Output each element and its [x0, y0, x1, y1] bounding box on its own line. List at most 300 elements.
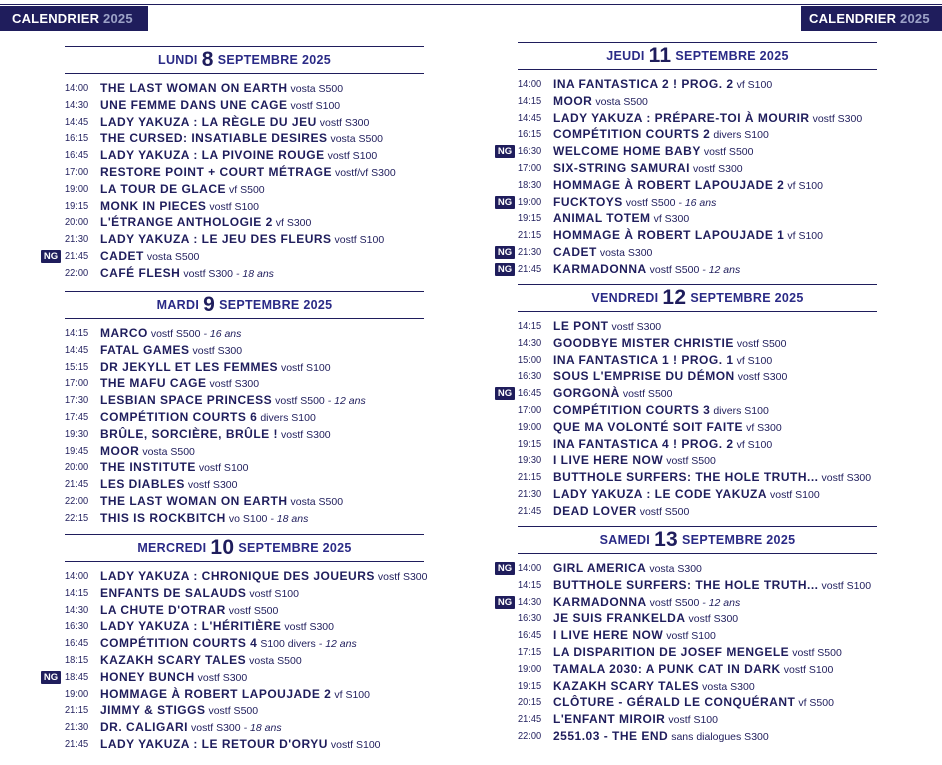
screening-film	[553, 469, 871, 487]
film-title[interactable]: UNE FEMME DANS UNE CAGE	[100, 97, 288, 112]
weekday: JEUDI	[606, 49, 645, 63]
film-info: vosta S500	[290, 83, 344, 95]
screening-film	[553, 143, 753, 161]
film-title[interactable]: CLÔTURE - GÉRALD LE CONQUÉRANT	[553, 695, 796, 710]
screening-film	[553, 177, 823, 195]
film-info: vostf S300	[192, 344, 243, 357]
screening-time: 14:15	[65, 327, 89, 339]
day-block	[497, 284, 877, 520]
film-info: vostf/vf S300	[334, 166, 396, 179]
film-title[interactable]: FUCKTOYS	[553, 194, 623, 209]
screening-row[interactable]	[518, 126, 877, 143]
screening-row[interactable]	[65, 375, 424, 392]
weekday: LUNDI	[158, 53, 198, 67]
film-title[interactable]: COMPÉTITION COURTS 3	[553, 402, 711, 417]
film-info: vosta S500	[142, 445, 195, 458]
screening-row[interactable]	[497, 194, 877, 211]
screening-time: 20:00	[65, 461, 89, 474]
day-number: 13	[654, 528, 679, 551]
film-info: vostf S100	[334, 234, 385, 247]
screening-film	[553, 503, 689, 521]
screening-row[interactable]	[65, 510, 424, 527]
screening-time: 21:30	[518, 245, 542, 258]
film-title[interactable]: THIS IS ROCKBITCH	[100, 510, 226, 525]
screening-time: 19:00	[518, 662, 542, 675]
film-title[interactable]: I LIVE HERE NOW	[553, 453, 664, 468]
film-info: vostf S300	[281, 428, 331, 441]
screening-row[interactable]	[518, 368, 877, 385]
calendar-tab-left	[0, 6, 148, 31]
screening-row[interactable]	[518, 210, 877, 227]
screening-film	[100, 265, 274, 283]
film-title[interactable]: MOOR	[553, 93, 593, 108]
screening-list	[43, 562, 428, 753]
film-info: vostf S500	[639, 505, 690, 518]
screening-row[interactable]	[65, 443, 424, 460]
screening-film	[100, 585, 299, 603]
screening-row[interactable]	[518, 577, 877, 594]
film-title[interactable]: LES DIABLES	[100, 477, 185, 492]
screening-row[interactable]	[65, 147, 424, 164]
screening-time: 17:30	[65, 394, 89, 407]
film-info: vostf S300	[191, 722, 241, 735]
film-title[interactable]: THE INSTITUTE	[100, 460, 196, 475]
screening-row[interactable]	[65, 214, 424, 231]
film-title[interactable]: FATAL GAMES	[100, 342, 190, 357]
film-info: vostf S100	[198, 462, 249, 475]
film-title[interactable]: KAZAKH SCARY TALES	[100, 652, 247, 667]
film-info: vf S300	[746, 421, 782, 434]
film-info: vostf S500	[625, 196, 676, 209]
screening-time: 21:15	[518, 229, 542, 242]
screening-row[interactable]	[518, 711, 877, 728]
screening-row[interactable]	[65, 635, 424, 652]
film-title[interactable]: MARCO	[100, 326, 148, 340]
screening-film	[100, 476, 237, 494]
weekday: MERCREDI	[137, 541, 207, 555]
film-title[interactable]: WELCOME HOME BABY	[553, 144, 701, 159]
screening-film	[100, 97, 340, 115]
film-info: vostf S100	[290, 99, 341, 112]
film-title[interactable]: LADY YAKUZA : LE CODE YAKUZA	[553, 486, 768, 501]
screening-time: 15:15	[65, 360, 89, 373]
screening-row[interactable]	[518, 402, 877, 419]
film-title[interactable]: I LIVE HERE NOW	[553, 628, 664, 643]
screening-row[interactable]	[65, 409, 424, 426]
screening-row[interactable]	[43, 669, 424, 686]
screening-film	[553, 385, 672, 403]
film-note: - 18 ans	[270, 512, 309, 525]
screening-time: 14:30	[65, 98, 89, 111]
film-info: vf S300	[275, 217, 312, 230]
film-title[interactable]: CAFÉ FLESH	[100, 265, 181, 280]
film-title[interactable]: THE LAST WOMAN ON EARTH	[100, 493, 288, 508]
screening-row[interactable]	[497, 261, 877, 278]
screening-film	[553, 402, 769, 420]
screening-row[interactable]	[65, 80, 424, 97]
film-info: vosta S500	[330, 133, 384, 146]
film-info: vostf S100	[668, 714, 718, 727]
screening-film	[100, 702, 258, 720]
screening-row[interactable]	[497, 385, 877, 402]
screening-row[interactable]	[518, 678, 877, 695]
film-title[interactable]: GOODBYE MISTER CHRISTIE	[553, 335, 734, 350]
top-rule	[0, 4, 942, 5]
screening-time: 16:15	[518, 128, 542, 141]
film-info: vostf S500	[275, 395, 325, 408]
screening-time: 21:45	[518, 713, 542, 726]
calendar-label: CALENDRIER	[12, 11, 100, 26]
screening-time: 16:30	[518, 145, 542, 158]
film-info: vostf S100	[770, 488, 820, 501]
weekday: SAMEDI	[599, 533, 651, 547]
screening-row[interactable]	[65, 602, 424, 619]
screening-row[interactable]	[518, 177, 877, 194]
month-year: SEPTEMBRE 2025	[217, 53, 331, 67]
film-title[interactable]: MONK IN PIECES	[100, 198, 207, 213]
screening-row[interactable]	[65, 114, 424, 131]
screening-time: 21:45	[65, 478, 89, 491]
film-title[interactable]: LADY YAKUZA : LA RÈGLE DU JEU	[100, 114, 317, 129]
film-title[interactable]: 2551.03 - THE END	[553, 728, 669, 743]
screening-time: 19:15	[518, 437, 542, 450]
screening-film	[553, 93, 648, 111]
film-info: vosta S300	[599, 246, 653, 259]
film-title[interactable]: COMPÉTITION COURTS 2	[553, 127, 711, 142]
month-year: SEPTEMBRE 2025	[238, 541, 352, 555]
film-title[interactable]: KARMADONNA	[553, 261, 647, 276]
film-title[interactable]: THE CURSED: INSATIABLE DESIRES	[100, 131, 328, 146]
screening-row[interactable]	[518, 661, 877, 678]
screening-row[interactable]	[518, 352, 877, 369]
screening-time: 21:15	[518, 471, 542, 484]
screening-time: 21:45	[65, 737, 89, 750]
film-title[interactable]: LADY YAKUZA : LE RETOUR D'ORYU	[100, 736, 328, 751]
screening-row[interactable]	[65, 164, 424, 181]
screening-list	[497, 554, 877, 745]
screening-row[interactable]	[497, 560, 877, 577]
film-info: vostf S100	[821, 579, 872, 592]
film-title[interactable]: MOOR	[100, 443, 140, 458]
screening-film	[553, 76, 772, 94]
film-title[interactable]: RESTORE POINT + COURT MÉTRAGE	[100, 164, 332, 179]
film-title[interactable]: L'ENFANT MIROIR	[553, 712, 666, 727]
ng-badge: NG	[495, 263, 515, 276]
screening-row[interactable]	[65, 198, 424, 215]
screening-time: 14:00	[518, 78, 542, 90]
film-title[interactable]: LADY YAKUZA : LA PIVOINE ROUGE	[100, 148, 325, 163]
film-title[interactable]: LE PONT	[553, 319, 609, 333]
film-title[interactable]: HOMMAGE À ROBERT LAPOUJADE 2	[553, 177, 785, 192]
screening-row[interactable]	[497, 594, 877, 611]
screening-time: 14:00	[518, 562, 542, 574]
screening-time: 17:45	[65, 410, 89, 423]
screening-row[interactable]	[518, 227, 877, 244]
film-title[interactable]: L'ÉTRANGE ANTHOLOGIE 2	[100, 215, 273, 230]
screening-time: 17:00	[518, 161, 542, 174]
film-info: divers S100	[713, 404, 769, 417]
screening-row[interactable]	[518, 627, 877, 644]
screening-row[interactable]	[518, 644, 877, 661]
screening-row[interactable]	[518, 419, 877, 436]
day-header	[65, 46, 424, 74]
screening-time: 16:45	[65, 637, 89, 650]
screening-row[interactable]	[518, 728, 877, 745]
film-info: vostf S300	[611, 321, 662, 333]
screening-time: 14:00	[65, 570, 89, 582]
screening-row[interactable]	[43, 248, 424, 265]
film-title[interactable]: COMPÉTITION COURTS 6	[100, 409, 258, 424]
screening-film	[100, 635, 357, 653]
screening-row[interactable]	[65, 392, 424, 409]
film-title[interactable]: INA FANTASTICA 4 ! PROG. 2	[553, 436, 734, 451]
screening-time: 19:15	[518, 212, 542, 225]
film-title[interactable]: JIMMY & STIGGS	[100, 703, 206, 718]
screening-film	[553, 126, 769, 144]
screening-film	[100, 130, 383, 148]
screening-time: 14:45	[65, 343, 89, 356]
film-info: vostf S300	[183, 267, 233, 280]
film-info: vf S500	[798, 697, 834, 710]
film-info: vostf S300	[688, 613, 739, 626]
screening-time: 19:00	[518, 420, 542, 433]
film-info: vostf S300	[693, 162, 743, 175]
screening-row[interactable]	[497, 143, 877, 160]
screening-film	[553, 110, 862, 128]
film-title[interactable]: HOMMAGE À ROBERT LAPOUJADE 2	[100, 686, 332, 701]
film-info: vosta S500	[595, 95, 648, 108]
film-title[interactable]: DR. CALIGARI	[100, 720, 188, 735]
film-title[interactable]: GORGONÀ	[553, 386, 620, 401]
screening-row[interactable]	[65, 181, 424, 198]
screening-row[interactable]	[65, 585, 424, 602]
screening-time: 21:45	[518, 262, 542, 275]
screening-row[interactable]	[65, 459, 424, 476]
screening-row[interactable]	[65, 618, 424, 635]
screening-row[interactable]	[65, 325, 424, 342]
film-title[interactable]: ENFANTS DE SALAUDS	[100, 585, 247, 600]
screening-row[interactable]	[518, 694, 877, 711]
screening-film	[553, 227, 823, 245]
film-title[interactable]: LESBIAN SPACE PRINCESS	[100, 393, 273, 408]
screening-row[interactable]	[518, 76, 877, 93]
screening-time: 21:15	[65, 704, 89, 717]
screening-row[interactable]	[65, 359, 424, 376]
film-title[interactable]: LADY YAKUZA : PRÉPARE-TOI À MOURIR	[553, 110, 810, 125]
screening-film	[100, 686, 370, 704]
screening-time: 16:15	[65, 132, 89, 145]
film-note: - 18 ans	[243, 722, 282, 735]
day-number: 9	[203, 293, 216, 316]
day-block	[43, 46, 424, 282]
film-title[interactable]: GIRL AMERICA	[553, 561, 647, 575]
screening-film	[553, 610, 738, 628]
screening-row[interactable]	[65, 702, 424, 719]
film-title[interactable]: LADY YAKUZA : L'HÉRITIÈRE	[100, 619, 282, 634]
film-info: vostf S500	[228, 604, 279, 617]
screening-row[interactable]	[65, 736, 424, 753]
screening-row[interactable]	[518, 469, 877, 486]
film-title[interactable]: QUE MA VOLONTÉ SOIT FAITE	[553, 419, 744, 434]
screening-time: 16:45	[518, 387, 542, 400]
film-title[interactable]: SOUS L'EMPRISE DU DÉMON	[553, 369, 735, 384]
film-info: vosta S300	[649, 563, 702, 575]
day-number: 10	[210, 536, 235, 559]
film-title[interactable]: TAMALA 2030: A PUNK CAT IN DARK	[553, 661, 781, 676]
film-title[interactable]: ANIMAL TOTEM	[553, 211, 651, 226]
screening-film	[553, 694, 834, 712]
screening-row[interactable]	[518, 160, 877, 177]
film-note: - 12 ans	[327, 395, 366, 408]
screening-row[interactable]	[518, 452, 877, 469]
film-info: vostf S100	[327, 150, 378, 163]
screening-film	[553, 210, 689, 228]
ng-badge: NG	[495, 596, 515, 609]
screening-film	[100, 392, 366, 410]
film-title[interactable]: BUTTHOLE SURFERS: THE HOLE TRUTH...	[553, 577, 819, 592]
day-block	[65, 291, 424, 527]
film-title[interactable]: LA TOUR DE GLACE	[100, 181, 227, 196]
screening-film	[100, 181, 265, 199]
screening-row[interactable]	[65, 265, 424, 282]
screening-row[interactable]	[65, 130, 424, 147]
film-info: vostf S300	[737, 371, 788, 384]
screening-list	[65, 319, 424, 527]
screening-row[interactable]	[65, 719, 424, 736]
screening-row[interactable]	[518, 110, 877, 127]
screening-film	[100, 325, 241, 343]
screening-time: 17:00	[65, 165, 89, 178]
film-title[interactable]: BUTTHOLE SURFERS: THE HOLE TRUTH...	[553, 470, 819, 485]
film-info: vostf S100	[666, 630, 716, 643]
film-title[interactable]: JE SUIS FRANKELDA	[553, 611, 686, 626]
film-info: sans dialogues S300	[671, 730, 769, 743]
day-header	[65, 534, 424, 562]
film-info: vostf S300	[209, 378, 260, 391]
screening-row[interactable]	[518, 318, 877, 335]
film-title[interactable]: HOMMAGE À ROBERT LAPOUJADE 1	[553, 228, 785, 243]
film-info: vf S500	[229, 183, 265, 196]
film-info: vostf S100	[330, 738, 381, 751]
screening-film	[100, 459, 248, 477]
film-info: S100 divers	[260, 638, 316, 651]
film-info: vostf S500	[649, 596, 700, 609]
screening-row[interactable]	[518, 486, 877, 503]
film-title[interactable]: LA CHUTE D'OTRAR	[100, 602, 226, 617]
screening-row[interactable]	[65, 686, 424, 703]
film-title[interactable]: INA FANTASTICA 2 ! PROG. 2	[553, 77, 734, 91]
film-title[interactable]: SIX-STRING SAMURAI	[553, 160, 691, 175]
film-title[interactable]: BRÛLE, SORCIÈRE, BRÛLE !	[100, 426, 279, 441]
screening-row[interactable]	[65, 652, 424, 669]
screening-time: 16:30	[518, 612, 542, 625]
screening-film	[553, 661, 833, 679]
screening-time: 16:30	[518, 370, 542, 383]
screening-time: 21:30	[65, 721, 89, 734]
film-title[interactable]: HONEY BUNCH	[100, 669, 195, 684]
screening-time: 18:15	[65, 653, 89, 666]
screening-time: 20:00	[65, 216, 89, 229]
screening-row[interactable]	[65, 476, 424, 493]
screening-time: 19:00	[518, 195, 542, 208]
calendar-tab-right	[801, 6, 942, 31]
screening-time: 22:00	[65, 494, 89, 507]
film-title[interactable]: THE LAST WOMAN ON EARTH	[100, 81, 288, 95]
film-title[interactable]: KAZAKH SCARY TALES	[553, 678, 700, 693]
film-title[interactable]: KARMADONNA	[553, 594, 647, 609]
film-title[interactable]: INA FANTASTICA 1 ! PROG. 1	[553, 352, 734, 367]
film-note: - 12 ans	[318, 638, 357, 651]
screening-row[interactable]	[65, 426, 424, 443]
screening-row[interactable]	[65, 568, 428, 585]
screening-row[interactable]	[518, 503, 877, 520]
screening-row[interactable]	[65, 97, 424, 114]
screening-film	[553, 728, 769, 746]
ng-badge: NG	[41, 671, 61, 684]
screening-film	[100, 214, 311, 232]
film-title[interactable]: COMPÉTITION COURTS 4	[100, 636, 258, 651]
screening-time: 19:15	[518, 679, 542, 692]
screening-list	[43, 74, 424, 282]
screening-row[interactable]	[65, 231, 424, 248]
film-title[interactable]: CADET	[553, 244, 597, 259]
screening-film	[100, 618, 334, 636]
film-title[interactable]: LA DISPARITION DE JOSEF MENGELE	[553, 644, 790, 659]
screening-row[interactable]	[518, 335, 877, 352]
film-info: vosta S500	[146, 250, 200, 263]
film-title[interactable]: DR JEKYLL ET LES FEMMES	[100, 359, 278, 374]
screening-film	[553, 711, 718, 729]
film-title[interactable]: LADY YAKUZA : CHRONIQUE DES JOUEURS	[100, 569, 375, 583]
month-year: SEPTEMBRE 2025	[690, 291, 804, 305]
screening-row[interactable]	[497, 244, 877, 261]
screening-row[interactable]	[65, 493, 424, 510]
screening-film	[553, 644, 842, 662]
film-title[interactable]: CADET	[100, 248, 144, 263]
screening-row[interactable]	[518, 610, 877, 627]
film-info: vosta S300	[702, 680, 755, 693]
film-info: vosta S500	[290, 495, 344, 508]
day-number: 11	[648, 44, 672, 67]
screening-film	[553, 244, 652, 262]
screening-time: 18:30	[518, 178, 542, 191]
screening-time: 15:00	[518, 353, 542, 366]
screening-row[interactable]	[65, 342, 424, 359]
film-info: vo S100	[228, 512, 268, 525]
screening-film	[100, 669, 247, 687]
screening-time: 14:30	[518, 595, 542, 608]
screening-row[interactable]	[518, 93, 877, 110]
month-year: SEPTEMBRE 2025	[219, 298, 333, 312]
screening-time: 14:15	[65, 586, 89, 599]
screening-film	[100, 443, 195, 461]
weekday: MARDI	[156, 298, 200, 312]
ng-badge: NG	[495, 196, 515, 209]
film-info: vf S100	[787, 230, 823, 243]
screening-time: 21:30	[518, 487, 542, 500]
film-title[interactable]: THE MAFU CAGE	[100, 376, 207, 391]
screening-time: 14:15	[518, 578, 542, 591]
film-title[interactable]: DEAD LOVER	[553, 503, 637, 518]
film-title[interactable]: LADY YAKUZA : LE JEU DES FLEURS	[100, 232, 332, 247]
film-info: vosta S500	[249, 654, 302, 667]
film-info: vostf S300	[319, 116, 370, 129]
screening-row[interactable]	[518, 436, 877, 453]
screening-time: 16:45	[65, 149, 89, 162]
day-number: 12	[662, 286, 687, 309]
screening-film	[100, 359, 331, 377]
film-info: vostf S100	[783, 663, 834, 676]
